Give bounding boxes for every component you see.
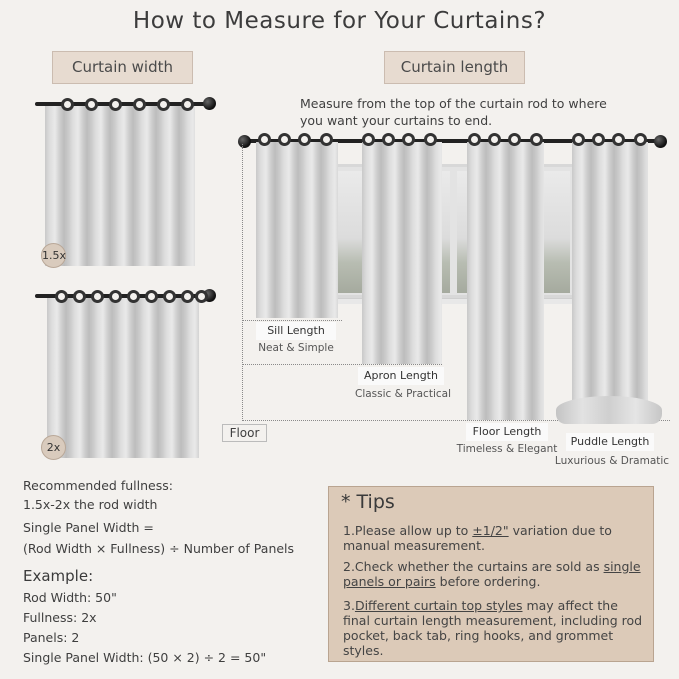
rod-finial: [238, 135, 251, 148]
example-rod-width: Rod Width: 50": [23, 590, 117, 605]
floor-label: Floor: [222, 424, 267, 442]
curtain-panel-floor: [467, 142, 544, 420]
grommet-rings: [258, 133, 658, 147]
grommet-rings: [61, 98, 201, 112]
curtain-panel-puddle: [572, 142, 648, 420]
example-fullness: Fullness: 2x: [23, 610, 97, 625]
example-heading: Example:: [23, 567, 94, 585]
puddle-length-sub: Luxurious & Dramatic: [554, 455, 670, 467]
example-panels: Panels: 2: [23, 630, 80, 645]
tips-title: * Tips: [341, 491, 395, 513]
curtain-length-tag: Curtain length: [384, 51, 525, 84]
tip-2: 2.Check whether the curtains are sold as single panels or pairs before ordering.: [343, 559, 641, 589]
curtain-length-illustration: [230, 128, 670, 468]
tip-3: 3.Different curtain top styles may affect the final curtain length measurement, including rod pocket, back tab, ring hooks, and grommet styles.: [343, 598, 643, 658]
curtain-width-illustration-2: [35, 288, 220, 460]
fullness-badge: 1.5x: [41, 243, 66, 268]
floor-length-sub: Timeless & Elegant: [456, 443, 558, 455]
rod-finial: [203, 97, 216, 110]
sill-line: [242, 320, 342, 321]
apron-line: [242, 364, 442, 365]
puddle-fabric: [556, 396, 662, 424]
fullness-badge: 2x: [41, 435, 66, 460]
curtain-panel: [47, 298, 199, 458]
sill-length-label: Sill Length: [256, 322, 336, 340]
example-result: Single Panel Width: (50 × 2) ÷ 2 = 50": [23, 650, 267, 665]
apron-length-label: Apron Length: [358, 367, 444, 385]
fullness-value: 1.5x-2x the rod width: [23, 497, 158, 512]
puddle-length-label: Puddle Length: [566, 433, 654, 451]
curtain-width-illustration-1: [35, 96, 220, 271]
fullness-heading: Recommended fullness:: [23, 478, 173, 493]
measure-line: [242, 144, 243, 421]
sill-length-sub: Neat & Simple: [258, 342, 334, 354]
tip-1: 1.Please allow up to ±1/2" variation due to manual measurement.: [343, 523, 612, 553]
apron-length-sub: Classic & Practical: [354, 388, 451, 400]
formula-line-2: (Rod Width × Fullness) ÷ Number of Panels: [23, 541, 295, 556]
page-title: How to Measure for Your Curtains?: [132, 8, 547, 34]
grommet-rings: [55, 290, 205, 304]
curtain-panel-apron: [362, 142, 442, 364]
floor-length-label: Floor Length: [466, 423, 548, 441]
curtain-panel: [45, 106, 195, 266]
tips-box: [328, 486, 654, 662]
measure-instructions: Measure from the top of the curtain rod to where you want your curtains to end.: [300, 96, 607, 128]
curtain-panel-sill: [256, 142, 338, 318]
curtain-width-tag: Curtain width: [52, 51, 193, 84]
formula-line-1: Single Panel Width =: [23, 520, 154, 535]
